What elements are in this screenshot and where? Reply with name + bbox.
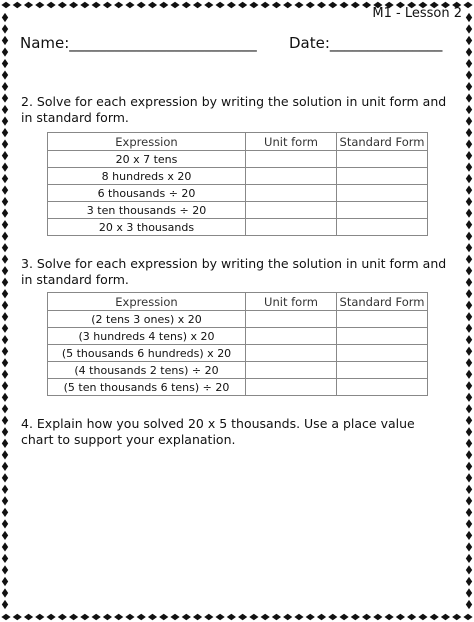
expression-cell: (5 ten thousands 6 tens) ÷ 20 [48, 379, 246, 396]
name-field[interactable]: Name:_________________________ [20, 34, 257, 52]
expression-cell: 3 ten thousands ÷ 20 [48, 202, 246, 219]
date-field[interactable]: Date:_______________ [289, 34, 443, 52]
standard-form-answer-cell[interactable] [337, 345, 428, 362]
standard-form-answer-cell[interactable] [337, 362, 428, 379]
unit-form-answer-cell[interactable] [246, 328, 337, 345]
column-header-expression: Expression [48, 293, 246, 311]
expression-cell: 6 thousands ÷ 20 [48, 185, 246, 202]
expression-cell: (2 tens 3 ones) x 20 [48, 311, 246, 328]
standard-form-answer-cell[interactable] [337, 151, 428, 168]
standard-form-answer-cell[interactable] [337, 219, 428, 236]
table-row [48, 328, 428, 345]
unit-form-answer-cell[interactable] [246, 379, 337, 396]
standard-form-answer-cell[interactable] [337, 379, 428, 396]
unit-form-answer-cell[interactable] [246, 185, 337, 202]
table-row [48, 151, 428, 168]
table-row [48, 168, 428, 185]
problem-3-prompt: 3. Solve for each expression by writing the solution in unit form and in standard form. [21, 256, 447, 287]
standard-form-answer-cell[interactable] [337, 328, 428, 345]
standard-form-answer-cell[interactable] [337, 311, 428, 328]
expression-cell: (4 thousands 2 tens) ÷ 20 [48, 362, 246, 379]
unit-form-answer-cell[interactable] [246, 219, 337, 236]
unit-form-answer-cell[interactable] [246, 202, 337, 219]
standard-form-answer-cell[interactable] [337, 168, 428, 185]
expression-cell: (3 hundreds 4 tens) x 20 [48, 328, 246, 345]
column-header-standard-form: Standard Form [337, 293, 428, 311]
table-header-row [48, 293, 428, 311]
table-row [48, 219, 428, 236]
standard-form-answer-cell[interactable] [337, 202, 428, 219]
column-header-unit-form: Unit form [246, 293, 337, 311]
lesson-label: M1 - Lesson 2 [372, 6, 462, 21]
column-header-unit-form: Unit form [246, 133, 337, 151]
unit-form-answer-cell[interactable] [246, 168, 337, 185]
table-row [48, 345, 428, 362]
problem-4-prompt: 4. Explain how you solved 20 x 5 thousands. Use a place value chart to support your explanation. [21, 416, 415, 447]
table-row [48, 362, 428, 379]
expression-cell: 20 x 3 thousands [48, 219, 246, 236]
problem-2-prompt: 2. Solve for each expression by writing the solution in unit form and in standard form. [21, 94, 447, 125]
table-row [48, 311, 428, 328]
expression-cell: 8 hundreds x 20 [48, 168, 246, 185]
unit-form-answer-cell[interactable] [246, 311, 337, 328]
table-header-row [48, 133, 428, 151]
column-header-standard-form: Standard Form [337, 133, 428, 151]
table-row [48, 379, 428, 396]
table-row [48, 202, 428, 219]
unit-form-answer-cell[interactable] [246, 151, 337, 168]
problem-3-table [47, 292, 428, 396]
table-row [48, 185, 428, 202]
unit-form-answer-cell[interactable] [246, 345, 337, 362]
expression-cell: 20 x 7 tens [48, 151, 246, 168]
column-header-expression: Expression [48, 133, 246, 151]
expression-cell: (5 thousands 6 hundreds) x 20 [48, 345, 246, 362]
unit-form-answer-cell[interactable] [246, 362, 337, 379]
standard-form-answer-cell[interactable] [337, 185, 428, 202]
problem-2-table [47, 132, 428, 236]
